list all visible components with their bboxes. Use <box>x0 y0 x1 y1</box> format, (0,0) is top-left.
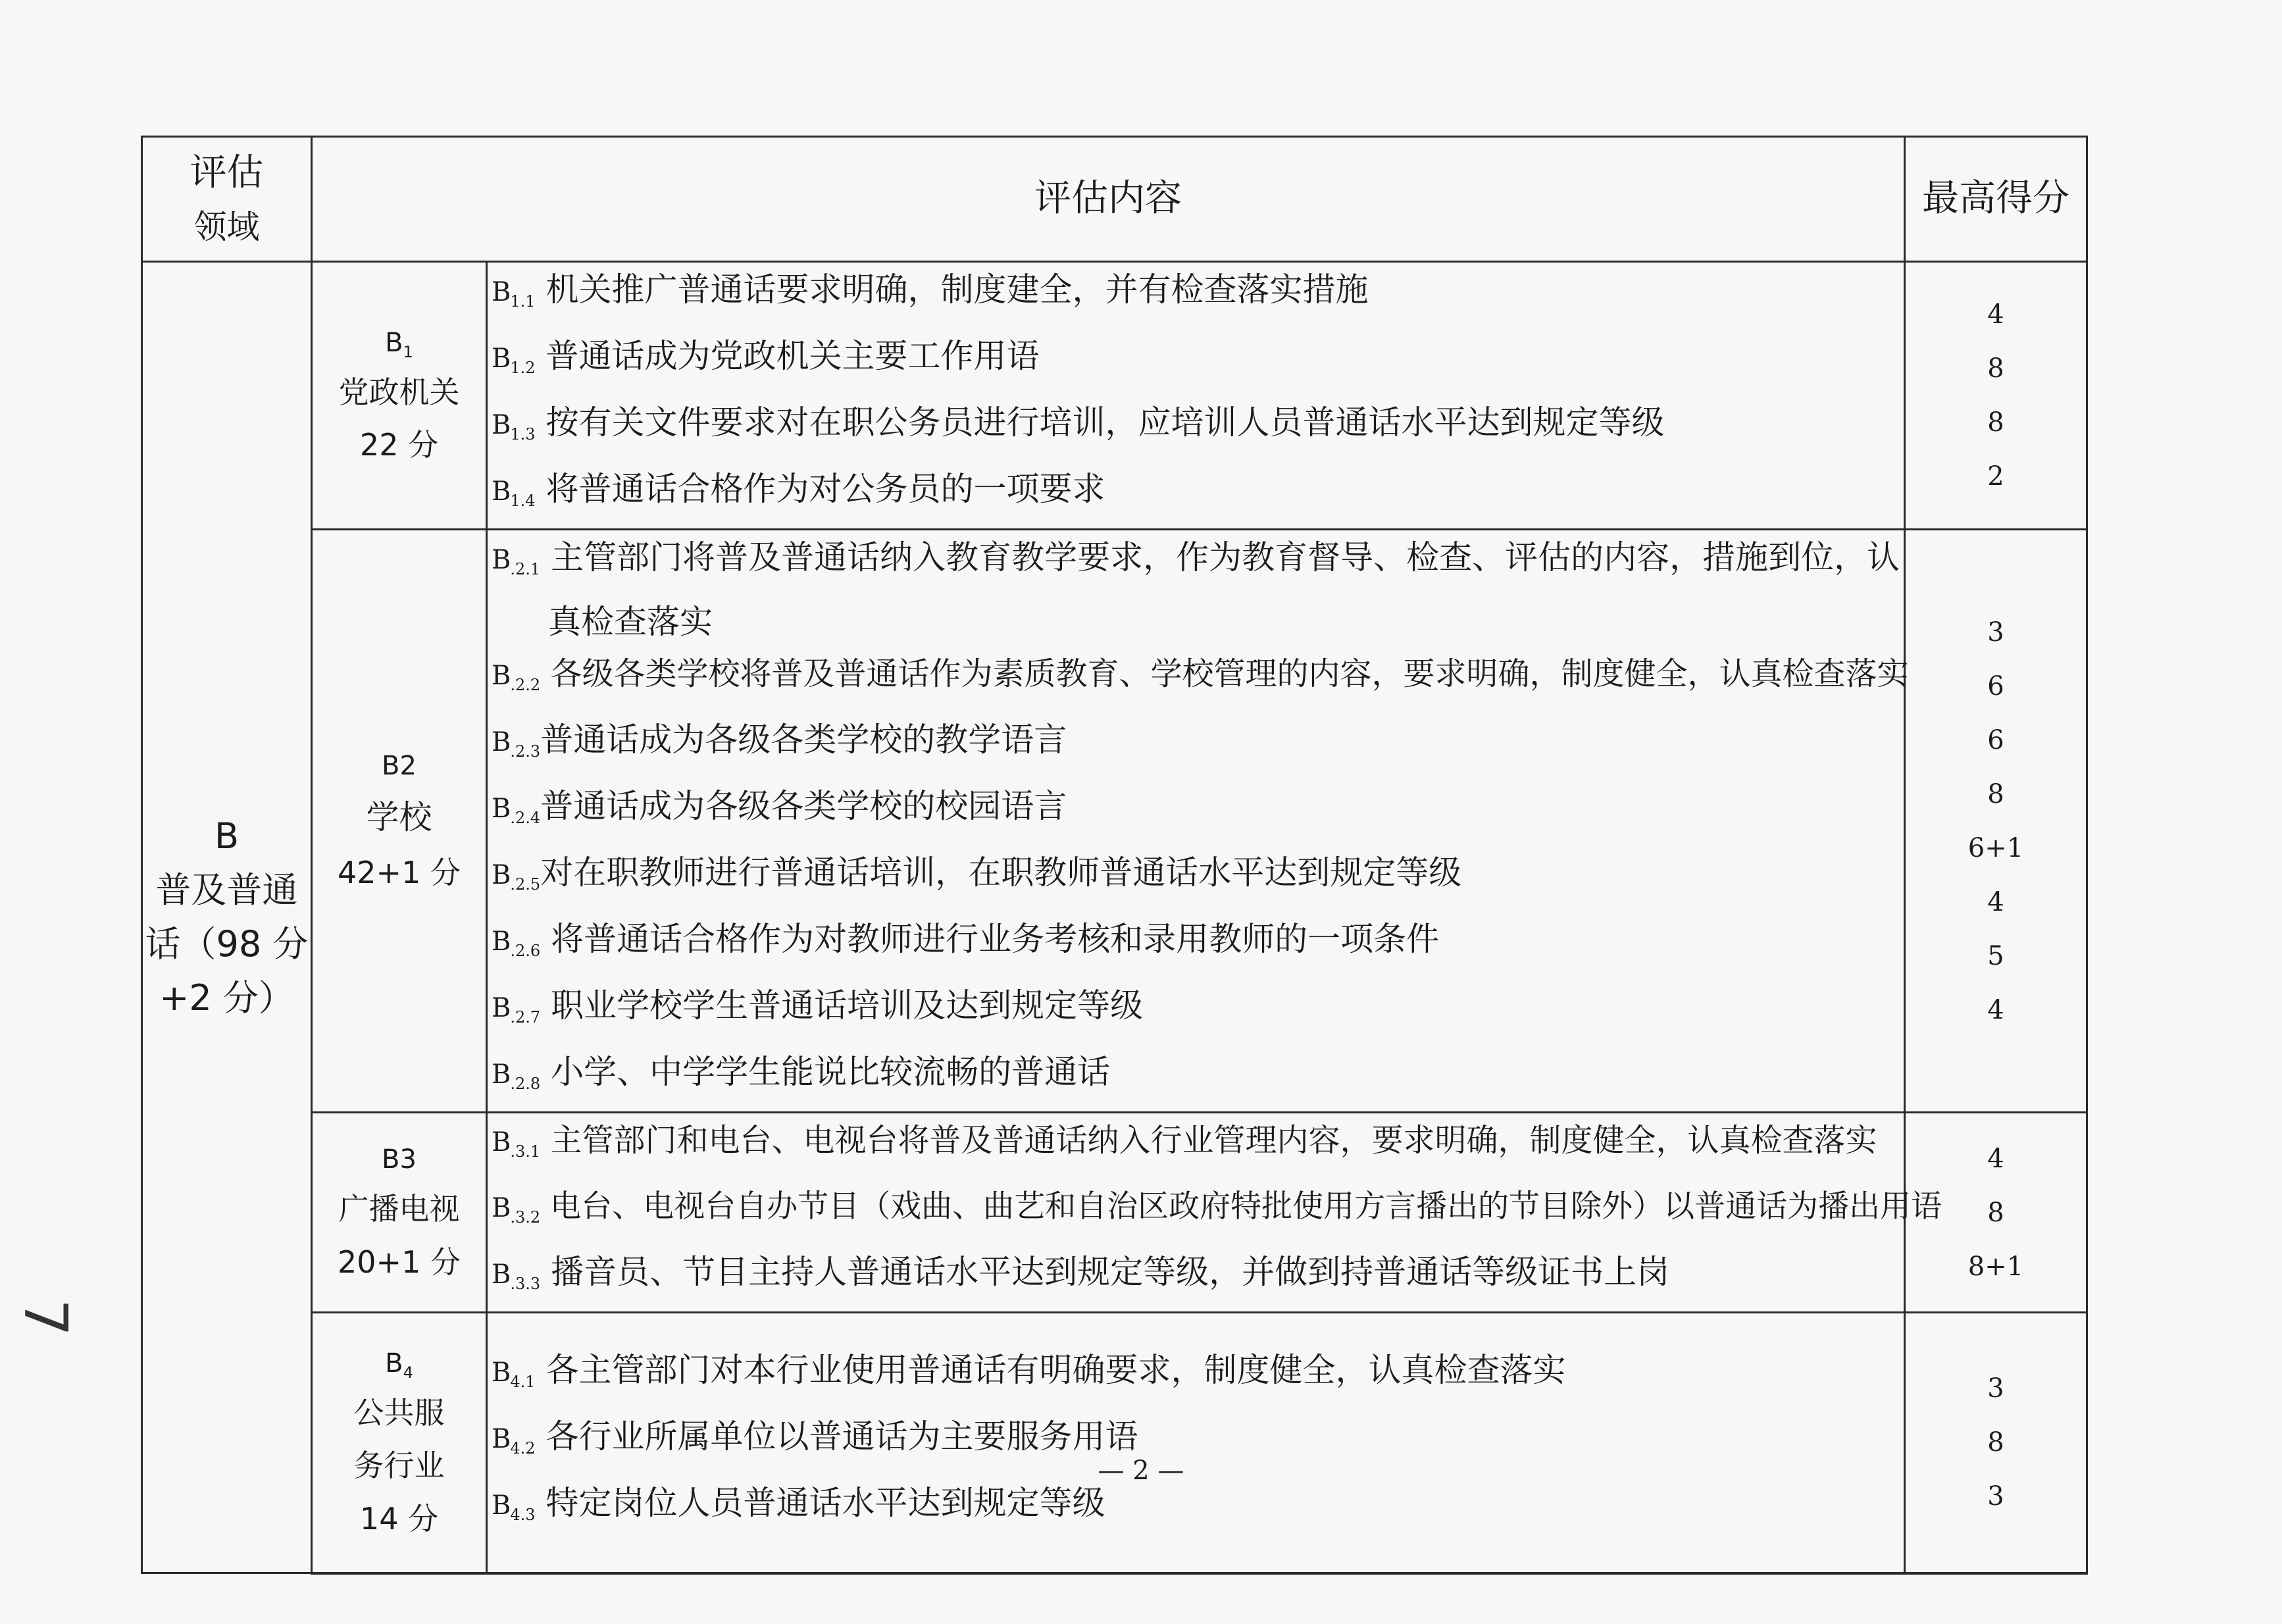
page-number: — 2 — <box>1098 1456 1184 1486</box>
item-code: $B_{.3.2}$ <box>492 1193 541 1227</box>
item-text: 特定岗位人员普通话水平达到规定等级 <box>545 1483 1105 1522</box>
category-b3 <box>312 1113 487 1313</box>
area-cell <box>142 262 312 1573</box>
item-code: $B_{.2.3}$ <box>492 727 541 761</box>
item-text: 普通话成为各级各类学校的教学语言 <box>540 721 1067 759</box>
evaluation-table <box>141 136 2088 1575</box>
category-points: 42+1 分 <box>338 855 461 890</box>
score: 6 <box>1987 724 2004 755</box>
area-line3: +2 分） <box>159 977 294 1019</box>
header-max-score: 最高得分 <box>1905 137 2087 262</box>
header-content: 评估内容 <box>312 137 1905 262</box>
item-text: 将普通话合格作为对教师进行业务考核和录用教师的一项条件 <box>551 920 1440 958</box>
category-b2 <box>312 530 487 1113</box>
category-row-b4 <box>142 1313 2087 1573</box>
item-code: $B_{1.2}$ <box>492 343 536 377</box>
category-name-line1: 公共服 <box>353 1394 445 1431</box>
category-row-b2 <box>142 530 2087 1113</box>
item <box>492 713 1900 779</box>
score: 4 <box>1987 299 2004 330</box>
score: 8 <box>1987 1427 2004 1458</box>
category-b1 <box>312 262 487 530</box>
category-b4 <box>312 1313 487 1573</box>
item-code: $B_{4.2}$ <box>492 1423 536 1458</box>
score: 5 <box>1987 940 2004 971</box>
items-b1 <box>487 262 1905 530</box>
scores-b2 <box>1905 530 2087 1113</box>
item-text: 各主管部门对本行业使用普通话有明确要求，制度健全，认真检查落实 <box>545 1350 1566 1389</box>
item-code: $B_{4.3}$ <box>492 1490 536 1524</box>
item <box>492 978 1900 1045</box>
item-text: 普通话成为各级各类学校的校园语言 <box>540 787 1067 825</box>
item <box>492 395 1900 462</box>
item-text: 机关推广普通话要求明确，制度建全，并有检查落实措施 <box>545 270 1369 309</box>
item-text: 对在职教师进行普通话培训，在职教师普通话水平达到规定等级 <box>540 853 1462 892</box>
item-text: 普通话成为党政机关主要工作用语 <box>545 337 1040 375</box>
item-code: $B_{1.4}$ <box>492 476 536 510</box>
score: 8 <box>1987 407 2004 438</box>
item <box>492 779 1900 846</box>
category-code: $B_4$ <box>385 1348 413 1382</box>
margin-mark: 7 <box>11 1298 80 1337</box>
header-area <box>142 137 312 262</box>
items-b4 <box>487 1313 1905 1573</box>
category-points: 22 分 <box>359 427 439 463</box>
header-area-line1: 评估 <box>190 151 264 195</box>
score: 2 <box>1987 461 2004 492</box>
item <box>492 329 1900 395</box>
category-code: B3 <box>382 1144 417 1175</box>
item-code: $B_{.3.1}$ <box>492 1127 541 1161</box>
item <box>492 1179 1942 1245</box>
score: 4 <box>1987 994 2004 1025</box>
category-name: 党政机关 <box>338 374 460 410</box>
scores-b1 <box>1905 262 2087 530</box>
score: 8+1 <box>1967 1251 2024 1282</box>
area-code: B <box>214 815 240 857</box>
item-code: $B_{.2.4}$ <box>492 794 541 827</box>
category-code: $B_1$ <box>385 327 413 361</box>
item-code: $B_{1.1}$ <box>492 277 536 311</box>
score: 3 <box>1987 1373 2004 1404</box>
item-code: $B_{.3.3}$ <box>492 1259 541 1293</box>
item-text: 主管部门将普及普通话纳入教育教学要求，作为教育督导、检查、评估的内容，措施到位，认 <box>551 538 1900 576</box>
item <box>492 462 1900 528</box>
item-code: $B_{1.3}$ <box>492 410 536 444</box>
item <box>492 1113 1900 1179</box>
category-points: 20+1 分 <box>338 1244 461 1280</box>
area-line1: 普及普通 <box>155 869 298 911</box>
item-text: 将普通话合格作为对公务员的一项要求 <box>545 470 1105 508</box>
area-line2: 话（98 分 <box>145 923 309 965</box>
score: 3 <box>1987 1481 2004 1512</box>
score: 4 <box>1987 886 2004 917</box>
item-text: 电台、电视台自办节目（戏曲、曲艺和自治区政府特批使用方言播出的节目除外）以普通话为播出用语 <box>550 1188 1942 1225</box>
scores-b4 <box>1905 1313 2087 1573</box>
category-row-b1 <box>142 262 2087 530</box>
item-text: 按有关文件要求对在职公务员进行培训，应培训人员普通话水平达到规定等级 <box>545 403 1665 442</box>
item <box>492 263 1900 329</box>
header-row <box>142 137 2087 262</box>
item-text: 小学、中学学生能说比较流畅的普通话 <box>551 1053 1111 1091</box>
score: 8 <box>1987 1197 2004 1228</box>
item <box>492 1045 1900 1111</box>
item-text: 职业学校学生普通话培训及达到规定等级 <box>551 986 1144 1025</box>
item-continuation: 真检查落实 <box>548 603 713 641</box>
item-text: 主管部门和电台、电视台将普及普通话纳入行业管理内容，要求明确，制度健全，认真检查落实 <box>550 1122 1877 1159</box>
item <box>492 912 1900 978</box>
item <box>492 647 1909 713</box>
item-text: 各行业所属单位以普通话为主要服务用语 <box>545 1417 1138 1456</box>
item <box>492 530 1900 647</box>
category-code: B2 <box>382 750 417 781</box>
score: 3 <box>1987 617 2004 647</box>
category-name: 学校 <box>366 798 432 836</box>
item <box>492 1343 1900 1409</box>
category-name: 广播电视 <box>338 1191 460 1227</box>
category-points: 14 分 <box>359 1500 439 1536</box>
score: 8 <box>1987 353 2004 384</box>
header-area-line2: 领域 <box>193 208 260 247</box>
item-code: $B_{4.1}$ <box>492 1357 536 1391</box>
score: 6 <box>1987 671 2004 701</box>
item-code: $B_{.2.1}$ <box>492 545 541 578</box>
score: 8 <box>1987 778 2004 809</box>
item <box>492 846 1900 912</box>
item-code: $B_{.2.8}$ <box>492 1059 541 1093</box>
item-code: $B_{.2.2}$ <box>492 661 541 694</box>
category-name-line2: 务行业 <box>353 1448 445 1483</box>
item-text: 播音员、节目主持人普通话水平达到规定等级，并做到持普通话等级证书上岗 <box>551 1253 1670 1291</box>
items-b2 <box>487 530 1909 1113</box>
score: 4 <box>1987 1143 2004 1174</box>
category-row-b3 <box>142 1113 2087 1313</box>
item-text: 各级各类学校将普及普通话作为素质教育、学校管理的内容，要求明确，制度健全，认真检查落实 <box>550 655 1909 692</box>
item-code: $B_{.2.7}$ <box>492 993 541 1027</box>
items-b3 <box>487 1113 1942 1313</box>
score: 6+1 <box>1967 832 2024 863</box>
item-code: $B_{.2.6}$ <box>492 926 541 960</box>
item <box>492 1245 1900 1311</box>
item-code: $B_{.2.5}$ <box>492 860 541 894</box>
